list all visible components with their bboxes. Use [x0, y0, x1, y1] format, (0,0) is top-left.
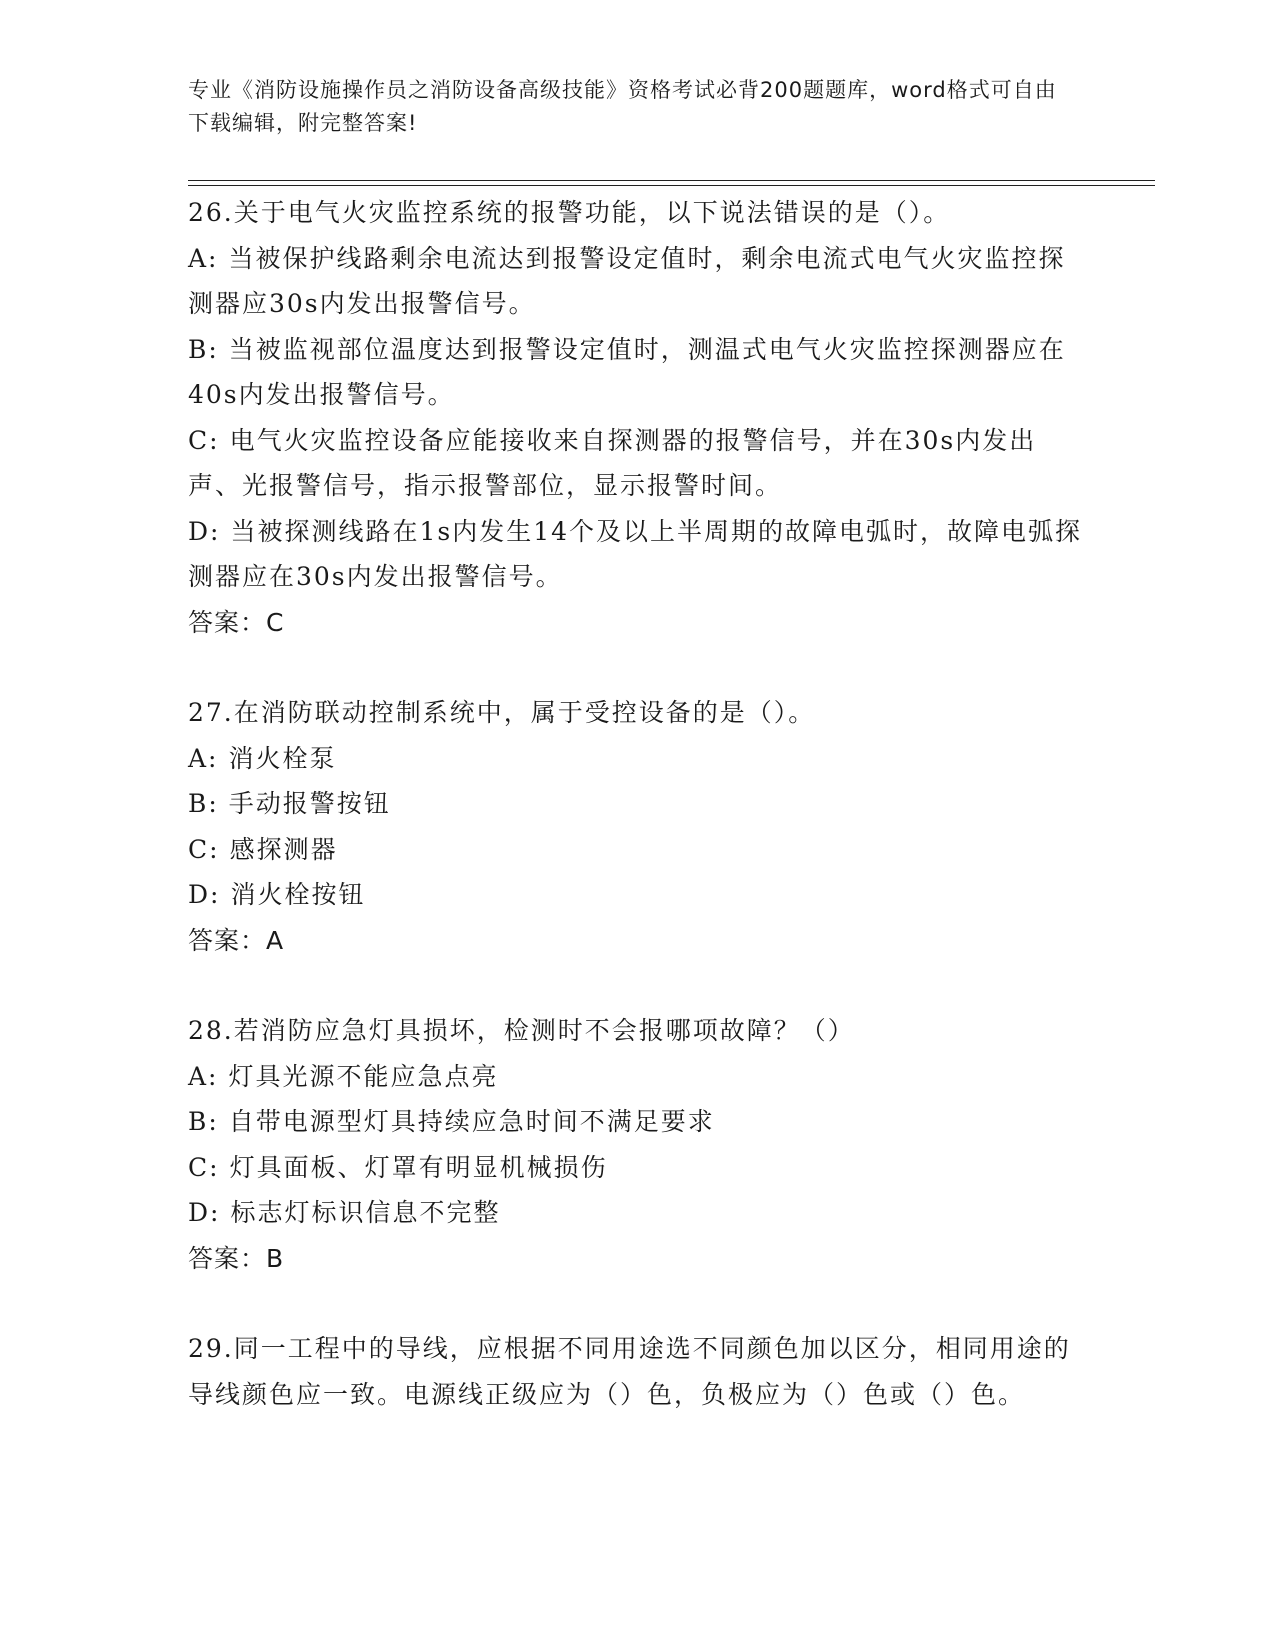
document-header	[188, 74, 1068, 140]
option-text: 当被保护线路剩余电流达到报警设定值时，剩余电流式电气火灾监控探测器应30s内发出报警信号。	[188, 243, 1066, 318]
question-stem: 27.在消防联动控制系统中，属于受控设备的是（）。	[188, 698, 816, 727]
question-stem: 26.关于电气火灾监控系统的报警功能，以下说法错误的是（）。	[188, 198, 951, 227]
option-key: B:	[188, 1107, 219, 1136]
option-key: A:	[188, 743, 219, 773]
question-list	[188, 190, 1088, 1462]
option-d	[188, 509, 1088, 600]
option-text: 当被监视部位温度达到报警设定值时，测温式电气火灾监控探测器应在40s内发出报警信号。	[188, 334, 1066, 409]
header-divider-top	[188, 180, 1155, 181]
option-text: 消火栓泵	[228, 743, 337, 773]
option-key: A:	[188, 243, 219, 273]
question-29	[188, 1326, 1088, 1417]
answer-value: B	[266, 1243, 285, 1273]
option-a	[188, 1054, 1088, 1100]
answer-line	[188, 918, 1088, 964]
option-d	[188, 872, 1088, 918]
option-key: C:	[188, 1152, 220, 1182]
option-c	[188, 418, 1088, 509]
answer-label: 答案：	[188, 925, 267, 955]
option-a	[188, 236, 1088, 327]
option-key: D:	[188, 516, 221, 546]
option-b	[188, 781, 1088, 827]
question-27	[188, 690, 1088, 963]
option-a	[188, 736, 1088, 782]
option-b	[188, 1099, 1088, 1145]
question-26	[188, 190, 1088, 645]
option-text: 标志灯标识信息不完整	[230, 1198, 501, 1227]
question-28	[188, 1008, 1088, 1281]
answer-line	[188, 600, 1088, 646]
header-divider-bottom	[188, 185, 1155, 186]
option-key: C:	[188, 834, 220, 864]
option-key: A:	[188, 1061, 219, 1091]
answer-label: 答案：	[188, 1243, 267, 1273]
answer-value: A	[266, 925, 285, 955]
option-key: B:	[188, 334, 219, 364]
option-b	[188, 327, 1088, 418]
option-c	[188, 1145, 1088, 1191]
answer-label: 答案：	[188, 607, 267, 637]
option-key: D:	[188, 880, 221, 909]
option-text: 自带电源型灯具持续应急时间不满足要求	[228, 1107, 715, 1136]
option-text: 消火栓按钮	[230, 880, 366, 909]
option-d	[188, 1190, 1088, 1236]
option-text: 灯具面板、灯罩有明显机械损伤	[229, 1152, 608, 1182]
answer-line	[188, 1236, 1088, 1282]
option-text: 感探测器	[229, 834, 338, 864]
option-text: 灯具光源不能应急点亮	[228, 1061, 499, 1091]
answer-value: C	[266, 607, 285, 637]
option-text: 当被探测线路在1s内发生14个及以上半周期的故障电弧时，故障电弧探测器应在30s内发出报警信号。	[188, 516, 1083, 591]
option-c	[188, 827, 1088, 873]
option-key: C:	[188, 425, 220, 455]
question-stem: 28.若消防应急灯具损坏，检测时不会报哪项故障？（）	[188, 1016, 855, 1045]
option-text: 手动报警按钮	[228, 789, 391, 818]
question-stem: 29.同一工程中的导线，应根据不同用途选不同颜色加以区分，相同用途的导线颜色应一致。电源线正级应为（）色，负极应为（）色或（）色。	[188, 1334, 1071, 1409]
option-key: B:	[188, 789, 219, 818]
option-text: 电气火灾监控设备应能接收来自探测器的报警信号，并在30s内发出声、光报警信号，指示报警部位，显示报警时间。	[188, 425, 1037, 500]
option-key: D:	[188, 1198, 221, 1227]
header-title: 专业《消防设施操作员之消防设备高级技能》资格考试必背200题题库，word格式可自由下载编辑，附完整答案!	[188, 78, 1057, 135]
